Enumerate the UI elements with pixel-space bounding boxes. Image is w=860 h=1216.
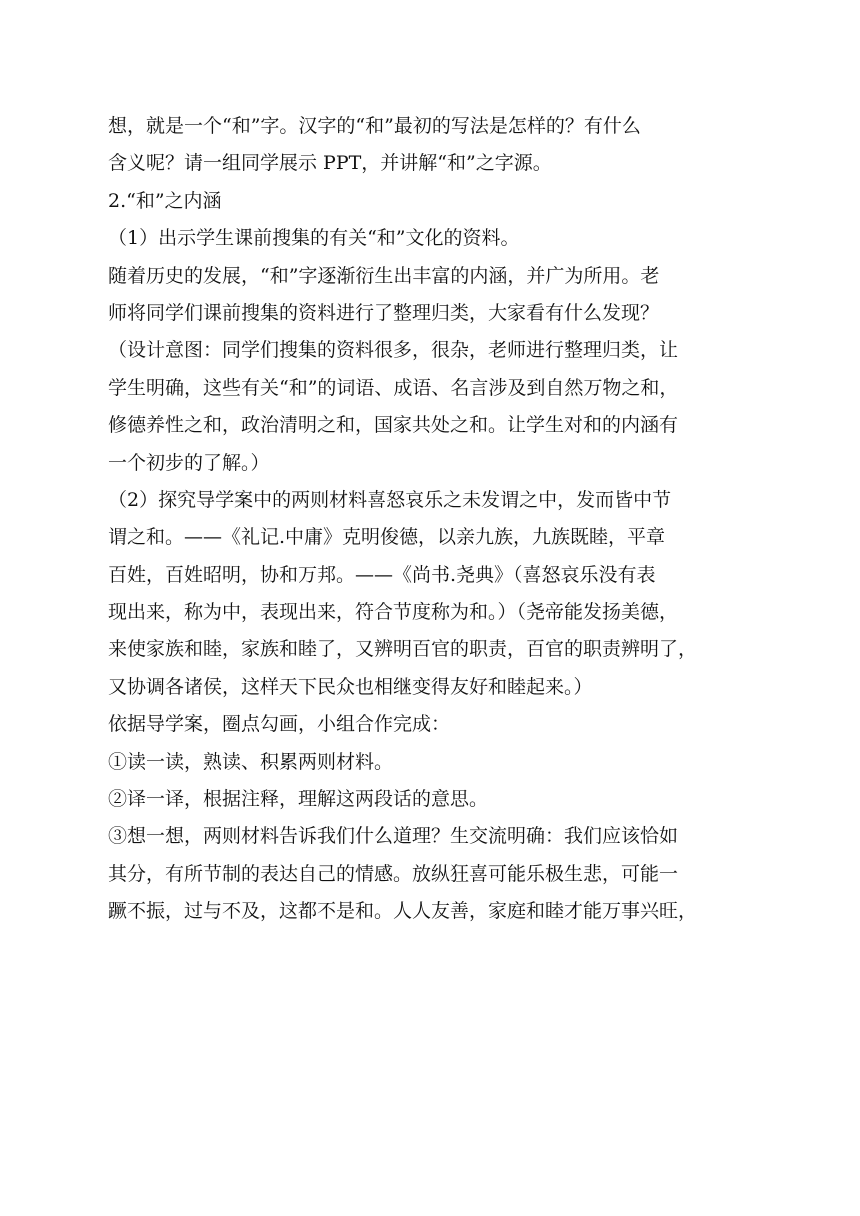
text-line: 来使家族和睦，家族和睦了，又辨明百官的职责，百官的职责辨明了，: [108, 638, 698, 661]
text-line: 依据导学案，圈点勾画，小组合作完成：: [108, 713, 451, 736]
section-heading-nei-han: [108, 183, 740, 220]
text-line: 2.“和”之内涵: [108, 189, 222, 212]
text-line: ①读一读，熟读、积累两则材料。: [108, 750, 394, 773]
text-line: 含义呢？请一组同学展示 PPT，并讲解“和”之字源。: [108, 152, 552, 175]
text-line: （设计意图：同学们搜集的资料很多，很杂，老师进行整理归类，让: [108, 339, 679, 362]
text-line: 其分，有所节制的表达自己的情感。放纵狂喜可能乐极生悲，可能一: [108, 862, 679, 885]
list-item-translate: [108, 781, 740, 818]
paragraph-step-1: [108, 220, 740, 257]
list-item-think: [108, 818, 740, 930]
text-line: 谓之和。——《礼记.中庸》克明俊德，以亲九族，九族既睦，平章: [108, 526, 666, 549]
text-line: 又协调各诸侯，这样天下民众也相继变得友好和睦起来。）: [108, 675, 593, 698]
paragraph-instructions: [108, 706, 740, 743]
text-line: 一个初步的了解。）: [108, 451, 270, 474]
paragraph-zi-yuan: [108, 108, 740, 183]
document-page: [108, 108, 740, 931]
text-line: （2）探究导学案中的两则材料喜怒哀乐之未发谓之中，发而皆中节: [108, 488, 672, 511]
list-item-read: [108, 744, 740, 781]
text-line: ②译一译，根据注释，理解这两段话的意思。: [108, 788, 489, 811]
text-line: 学生明确，这些有关“和”的词语、成语、名言涉及到自然万物之和，: [108, 376, 679, 399]
text-line: （1）出示学生课前搜集的有关“和”文化的资料。: [108, 227, 520, 250]
text-line: 修德养性之和，政治清明之和，国家共处之和。让学生对和的内涵有: [108, 414, 679, 437]
text-line: 现出来，称为中，表现出来，符合节度称为和。）（尧帝能发扬美德，: [108, 601, 679, 624]
text-line: 百姓，百姓昭明，协和万邦。——《尚书.尧典》（喜怒哀乐没有表: [108, 563, 656, 586]
paragraph-step-2: [108, 482, 740, 706]
text-line: 蹶不振，过与不及，这都不是和。人人友善，家庭和睦才能万事兴旺，: [108, 900, 698, 923]
text-line: 师将同学们课前搜集的资料进行了整理归类，大家看有什么发现？: [108, 301, 660, 324]
text-line: 随着历史的发展，“和”字逐渐衍生出丰富的内涵，并广为所用。老: [108, 264, 660, 287]
paragraph-history: [108, 258, 740, 482]
text-line: 想，就是一个“和”字。汉字的“和”最初的写法是怎样的？有什么: [108, 115, 641, 137]
text-line: ③想一想，两则材料告诉我们什么道理？生交流明确：我们应该恰如: [108, 825, 679, 848]
